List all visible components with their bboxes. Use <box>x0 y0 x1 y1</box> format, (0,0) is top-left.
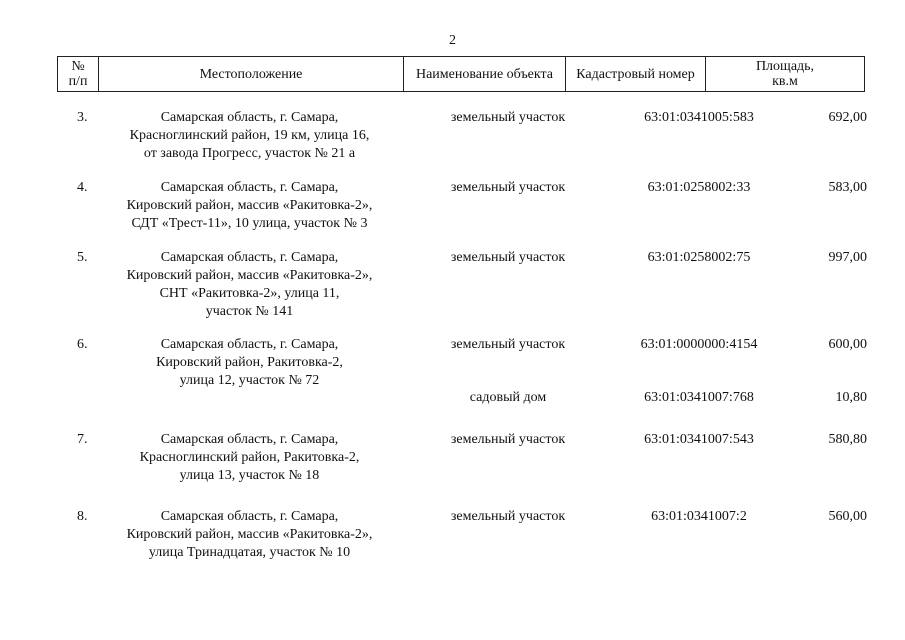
location-line: Красноглинский район, Ракитовка-2, <box>139 450 360 465</box>
cadastral-number: 63:01:0341007:768 <box>644 390 754 405</box>
area-value: 583,00 <box>828 180 867 195</box>
row-number: 7. <box>77 432 88 447</box>
object-name: земельный участок <box>450 337 566 352</box>
location-line: Красноглинский район, 19 км, улица 16, <box>129 128 370 143</box>
header-num-line1: № <box>71 59 85 74</box>
area-value: 997,00 <box>828 250 867 265</box>
table-header <box>57 56 865 92</box>
location-line: Кировский район, массив «Ракитовка-2», <box>126 268 373 283</box>
object-name: земельный участок <box>450 250 566 265</box>
row-location <box>97 179 402 233</box>
row-location <box>97 336 402 390</box>
location-line: Кировский район, массив «Ракитовка-2», <box>126 198 373 213</box>
cadastral-number: 63:01:0341007:543 <box>644 432 754 447</box>
location-line: улица 12, участок № 72 <box>179 373 320 388</box>
cadastral-number: 63:01:0258002:33 <box>647 180 751 195</box>
header-area <box>705 57 864 91</box>
location-line: улица 13, участок № 18 <box>179 468 320 483</box>
cadastral-number: 63:01:0258002:75 <box>647 250 751 265</box>
location-line: Кировский район, Ракитовка-2, <box>156 355 343 370</box>
header-area-line1: Площадь, <box>755 59 815 74</box>
cadastral-number: 63:01:0000000:4154 <box>640 337 758 352</box>
object-name: земельный участок <box>450 509 566 524</box>
header-area-line2: кв.м <box>772 74 798 89</box>
location-line: улица Тринадцатая, участок № 10 <box>148 545 351 560</box>
object-name: садовый дом <box>469 390 547 405</box>
header-num <box>58 57 98 91</box>
area-value: 580,80 <box>828 432 867 447</box>
row-number: 8. <box>77 509 88 524</box>
area-value: 600,00 <box>828 337 867 352</box>
row-location <box>97 508 402 562</box>
object-name: земельный участок <box>450 432 566 447</box>
row-number: 6. <box>77 337 88 352</box>
cadastral-number: 63:01:0341005:583 <box>644 110 754 125</box>
header-num-line2: п/п <box>68 74 88 89</box>
location-line: Самарская область, г. Самара, <box>160 432 339 447</box>
row-location <box>97 249 402 321</box>
row-number: 3. <box>77 110 88 125</box>
object-name: земельный участок <box>450 110 566 125</box>
header-cadastral: Кадастровый номер <box>565 57 705 91</box>
row-number: 4. <box>77 180 88 195</box>
header-location: Местоположение <box>98 57 403 91</box>
location-line: Самарская область, г. Самара, <box>160 509 339 524</box>
row-number: 5. <box>77 250 88 265</box>
location-line: Кировский район, массив «Ракитовка-2», <box>126 527 373 542</box>
area-value: 692,00 <box>828 110 867 125</box>
row-location <box>97 109 402 163</box>
location-line: Самарская область, г. Самара, <box>160 180 339 195</box>
object-name: земельный участок <box>450 180 566 195</box>
area-value: 560,00 <box>828 509 867 524</box>
cadastral-number: 63:01:0341007:2 <box>651 509 747 524</box>
location-line: СНТ «Ракитовка-2», улица 11, <box>159 286 340 301</box>
location-line: Самарская область, г. Самара, <box>160 110 339 125</box>
page-number: 2 <box>449 33 456 48</box>
location-line: участок № 141 <box>205 304 294 319</box>
location-line: от завода Прогресс, участок № 21 а <box>143 146 356 161</box>
area-value: 10,80 <box>835 390 867 405</box>
location-line: СДТ «Трест-11», 10 улица, участок № 3 <box>131 216 368 231</box>
location-line: Самарская область, г. Самара, <box>160 337 339 352</box>
row-location <box>97 431 402 485</box>
header-object-name: Наименование объекта <box>403 57 565 91</box>
location-line: Самарская область, г. Самара, <box>160 250 339 265</box>
